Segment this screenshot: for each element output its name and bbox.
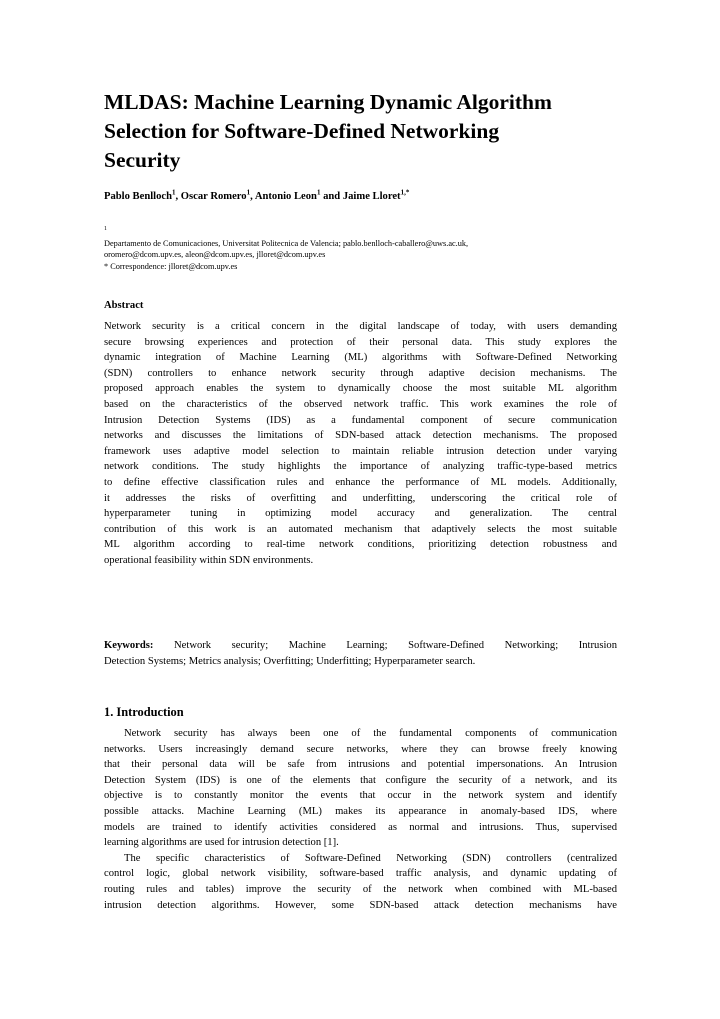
keywords-line: Detection Systems; Metrics analysis; Overfitting; Underfitting; Hyperparameter search. (104, 655, 476, 667)
author-affiliation-mark: 1 (316, 188, 321, 197)
author-separator: , (250, 191, 255, 202)
intro-line: models are trained to identify activities considered as normal and intrusions. Thus, supervised (104, 821, 617, 833)
title-line: Selection for Software-Defined Networking (104, 119, 500, 143)
keywords-line (104, 638, 617, 654)
intro-line: networks. Users increasingly demand secure networks, where they can browse freely knowing (104, 743, 617, 755)
affiliation-emails: oromero@dcom.upv.es, aleon@dcom.upv.es, jlloret@dcom.upv.es (104, 250, 326, 260)
author-affiliation-mark: 1,* (400, 188, 410, 197)
abstract-line: to define effective classification rules and enhance the performance of ML models. Additionally, (104, 476, 617, 488)
intro-line: Detection System (IDS) is one of the elements that configure the security of a network, and its (104, 774, 617, 786)
intro-line: objective is to constantly monitor the events that occur in the network system and identify (104, 790, 617, 802)
abstract-line: secure browsing experiences and protection of their personal data. This study explores the (104, 336, 617, 348)
keywords-label: Keywords: (104, 640, 154, 651)
paper-title (104, 88, 624, 175)
author-name: Antonio Leon (254, 191, 317, 202)
intro-line: intrusion detection algorithms. However, some SDN-based attack detection mechanisms have (104, 899, 617, 911)
abstract-line: network conditions. The study highlights the importance of analyzing traffic-type-based metrics (104, 461, 617, 473)
affiliation-mark: 1 (104, 226, 107, 233)
author-list (104, 188, 410, 202)
keywords-text: Network security; Machine Learning; Software-Defined Networking; Intrusion (153, 640, 617, 651)
abstract-line: Network security is a critical concern in the digital landscape of today, with users demanding (104, 321, 617, 332)
abstract-line: dynamic integration of Machine Learning (ML) algorithms with Software-Defined Networking (104, 352, 617, 364)
section-heading-introduction: 1. Introduction (104, 705, 184, 719)
author-name: Jaime Lloret (342, 191, 401, 202)
abstract-line: networks and discusses the limitations of SDN-based attack detection mechanisms. The proposed (104, 430, 617, 442)
affiliation-text: Departamento de Comunicaciones, Universitat Politecnica de Valencia; pablo.benlloch-caballero@uws.ac.uk, (104, 238, 469, 248)
abstract-line: operational feasibility within SDN environments. (104, 554, 314, 566)
abstract-body (104, 319, 617, 569)
intro-line: routing rules and tables) improve the security of the network when combined with ML-based (104, 883, 617, 895)
keywords (104, 638, 617, 669)
abstract-line: ML algorithm according to real-time network conditions, prioritizing detection robustness and (104, 539, 617, 551)
abstract-line: contribution of this work is an automated mechanism that adaptively selects the most suitable (104, 523, 617, 535)
author-name: Pablo Benlloch (104, 191, 172, 202)
intro-line: possible attacks. Machine Learning (ML) makes its appearance in anomaly-based IDS, where (104, 805, 617, 817)
abstract-line: proposed approach enables the system to dynamically choose the most suitable ML algorithm (104, 383, 617, 395)
author-separator: and (320, 191, 343, 202)
title-line: MLDAS: Machine Learning Dynamic Algorithm (104, 90, 552, 114)
intro-line: The specific characteristics of Software-Defined Networking (SDN) controllers (centralized (124, 852, 617, 864)
abstract-line: Intrusion Detection Systems (IDS) as a fundamental component of secure communication (104, 414, 617, 426)
abstract-line: (SDN) controllers to enhance network security through adaptive decision mechanisms. The (104, 367, 617, 379)
intro-line: that their personal data will be safe from intrusions and potential impersonations. An Intrusion (104, 759, 617, 771)
intro-line: control logic, global network visibility, software-based traffic analysis, and dynamic updating of (104, 868, 617, 880)
affiliations (104, 226, 624, 272)
intro-line: learning algorithms are used for intrusion detection [1]. (104, 837, 339, 849)
abstract-line: framework uses adaptive model selection to maintain reliable intrusion detection under varying (104, 445, 617, 457)
abstract-line: hyperparameter tuning in optimizing model accuracy and generalization. The central (104, 508, 617, 520)
abstract-line: based on the characteristics of the observed network traffic. This work examines the role of (104, 398, 617, 410)
abstract-line: it addresses the risks of overfitting and underfitting, underscoring the critical role of (104, 492, 617, 504)
author-separator: , (175, 191, 181, 202)
affiliation-line (104, 226, 624, 249)
abstract-heading: Abstract (104, 300, 144, 311)
title-line: Security (104, 148, 181, 172)
author-affiliation-mark: 1 (172, 188, 176, 197)
author-affiliation-mark: 1 (246, 188, 251, 197)
correspondence: * Correspondence: jlloret@dcom.upv.es (104, 261, 238, 271)
author-name: Oscar Romero (180, 191, 247, 202)
introduction-body (104, 726, 617, 913)
intro-line: Network security has always been one of the fundamental components of communication (124, 728, 617, 739)
